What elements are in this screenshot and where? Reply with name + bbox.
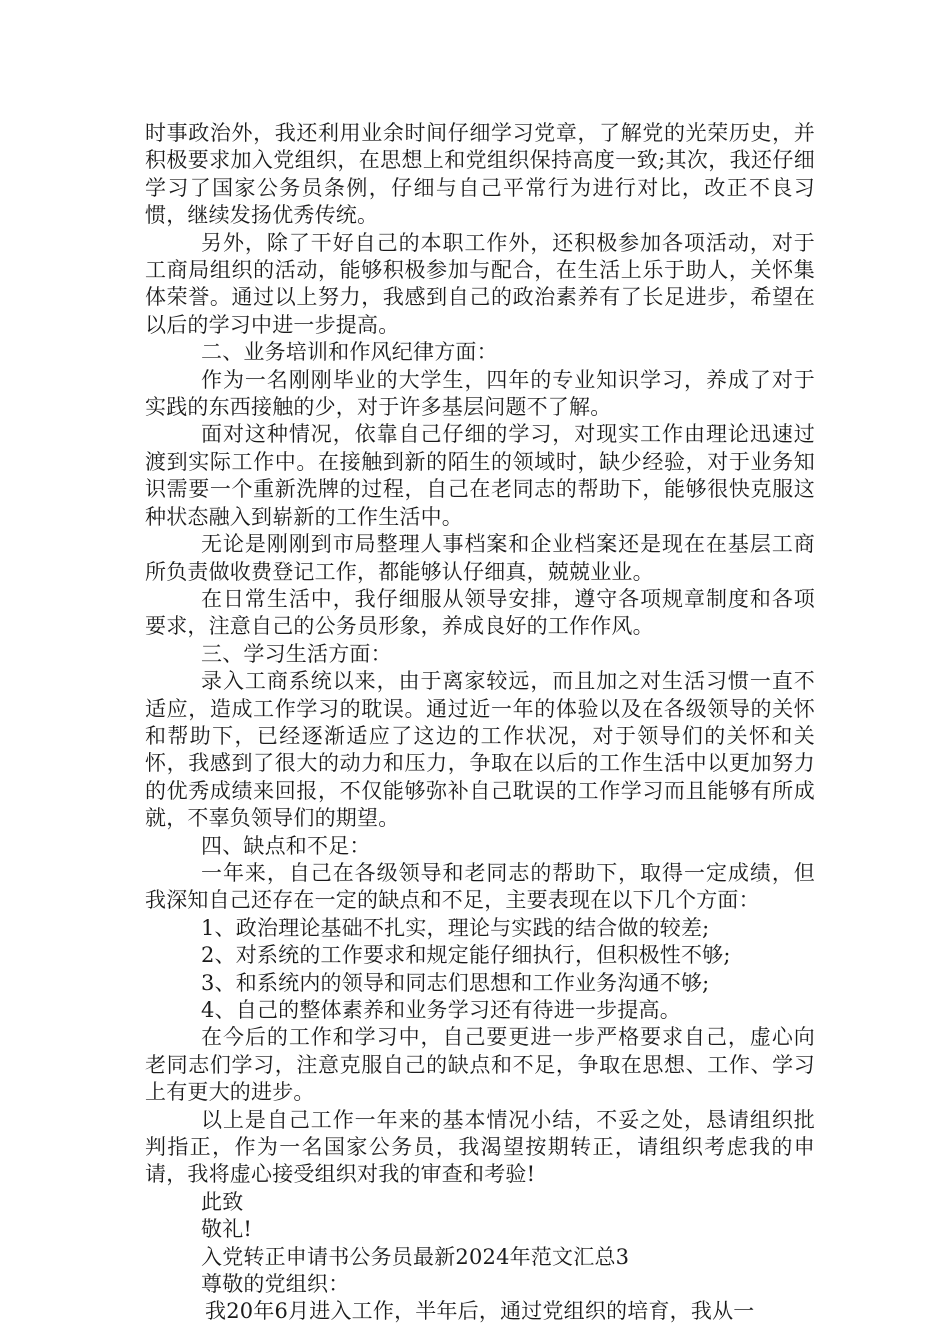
body-paragraph: 无论是刚刚到市局整理人事档案和企业档案还是现在在基层工商所负责做收费登记工作，都能够认仔细真，兢兢业业。 [145, 532, 815, 584]
letter-greeting: 尊敬的党组织： [201, 1272, 350, 1297]
list-item: 3、和系统内的领导和同志们思想和工作业务沟通不够; [201, 970, 710, 995]
body-paragraph: 在日常生活中，我仔细服从领导安排，遵守各项规章制度和各项要求，注意自己的公务员形象，养成良好的工作作风。 [145, 586, 815, 639]
closing-regards: 敬礼! [201, 1217, 253, 1242]
list-item: 4、自己的整体素养和业务学习还有待进一步提高。 [201, 998, 681, 1022]
section-heading: 三、学习生活方面： [201, 641, 392, 666]
body-paragraph: 录入工商系统以来，由于离家较远，而且加之对生活习惯一直不适应，造成工作学习的耽误。通过近一年的体验以及在各级领导的关怀和帮助下，已经逐渐适应了这边的工作状况，对于领导们的关怀和关怀，我感到了很大的动力和压力，争取在以后的工作生活中以更加努力的优秀成绩来回报，不仅能够弥补自己耽误的工作学习而且能够有所成就，不辜负领导们的期望。 [145, 669, 815, 831]
list-item: 2、对系统的工作要求和规定能仔细执行，但积极性不够; [201, 943, 731, 968]
body-paragraph: 在今后的工作和学习中，自己要更进一步严格要求自己，虚心向老同志们学习，注意克服自己的缺点和不足，争取在思想、工作、学习上有更大的进步。 [145, 1025, 815, 1105]
body-paragraph: 以上是自己工作一年来的基本情况小结，不妥之处，恳请组织批判指正，作为一名国家公务员，我渴望按期转正，请组织考虑我的申请，我将虚心接受组织对我的审查和考验! [145, 1107, 815, 1187]
body-paragraph: 作为一名刚刚毕业的大学生，四年的专业知识学习，养成了对于实践的东西接触的少，对于许多基层问题不了解。 [145, 367, 815, 420]
document-page [145, 120, 815, 1326]
body-paragraph: 时事政治外，我还利用业余时间仔细学习党章，了解党的光荣历史，并积极要求加入党组织，在思想上和党组织保持高度一致;其次，我还仔细学习了国家公务员条例，仔细与自己平常行为进行对比，改正不良习惯，继续发扬优秀传统。 [145, 121, 815, 228]
list-item: 1、政治理论基础不扎实，理论与实践的结合做的较差; [201, 915, 710, 940]
closing-salutation: 此致 [201, 1189, 244, 1214]
article-title: 入党转正申请书公务员最新2024年范文汇总3 [201, 1244, 630, 1269]
section-heading: 四、缺点和不足： [201, 833, 371, 858]
body-paragraph: 另外，除了干好自己的本职工作外，还积极参加各项活动，对于工商局组织的活动，能够积极参加与配合，在生活上乐于助人，关怀集体荣誉。通过以上努力，我感到自己的政治素养有了长足进步，希望在以后的学习中进一步提高。 [145, 230, 815, 337]
body-paragraph: 一年来，自己在各级领导和老同志的帮助下，取得一定成绩，但我深知自己还存在一定的缺点和不足，主要表现在以下几个方面： [145, 860, 815, 913]
body-paragraph: 我20年6月进入工作，半年后，通过党组织的培育，我从一 [205, 1299, 755, 1324]
section-heading: 二、业务培训和作风纪律方面： [201, 340, 498, 365]
body-paragraph: 面对这种情况，依靠自己仔细的学习，对现实工作由理论迅速过渡到实际工作中。在接触到新的陌生的领域时，缺少经验，对于业务知识需要一个重新洗牌的过程，自己在老同志的帮助下，能够很快克服这种状态融入到崭新的工作生活中。 [145, 422, 815, 529]
